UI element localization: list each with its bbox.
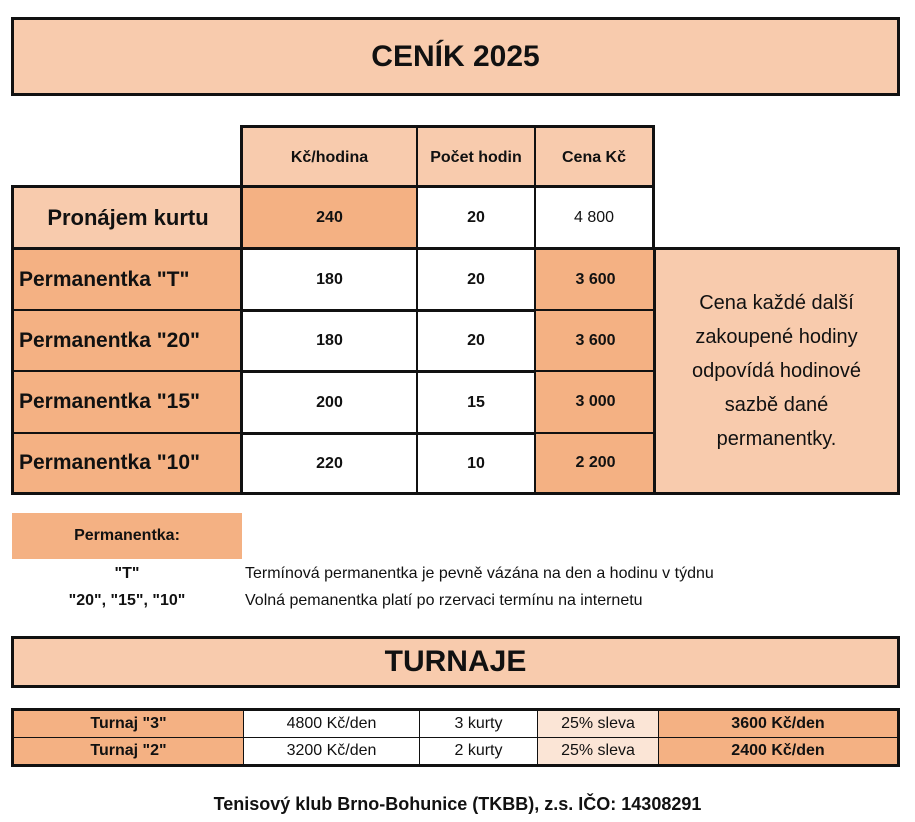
- price-table: [11, 125, 656, 495]
- rate-cell: [240, 370, 416, 432]
- legend-desc-t: [245, 563, 885, 585]
- tournament-base-text: 4800 Kč/den: [286, 715, 377, 732]
- price-value: 4 800: [573, 209, 615, 226]
- header-rate: [240, 125, 416, 187]
- tournament-final: [658, 737, 897, 764]
- row-label-permanentka-20: [11, 309, 242, 370]
- row-label-text: Permanentka "T": [19, 267, 190, 291]
- tournament-final-text: 2400 Kč/den: [731, 742, 825, 759]
- tournament-final: [658, 711, 897, 737]
- tournament-discount-text: 25% sleva: [561, 715, 635, 732]
- hours-value: 15: [467, 393, 485, 411]
- tournaments-table: [11, 708, 900, 767]
- footer: [0, 790, 915, 818]
- tournament-name: [14, 711, 243, 737]
- price-cell: [534, 247, 655, 309]
- row-label-rental: [11, 185, 242, 248]
- tournaments-title-text: TURNAJE: [384, 645, 527, 678]
- rate-value: 240: [316, 209, 343, 226]
- legend-key-text: "20", "15", "10": [68, 592, 186, 609]
- tournament-courts-text: 2 kurty: [454, 742, 503, 759]
- page-title: [11, 17, 900, 96]
- row-label-permanentka-t: [11, 247, 242, 309]
- price-value: 2 200: [575, 454, 616, 471]
- tournaments-title: [11, 636, 900, 688]
- hours-value: 20: [467, 209, 485, 226]
- price-note-text: Cena každé další zakoupené hodiny odpovídá hodinové sazbě dané permanentky.: [691, 292, 862, 450]
- rate-value: 200: [316, 393, 343, 411]
- row-label-text: Pronájem kurtu: [47, 205, 209, 230]
- legend-title-text: Permanentka:: [74, 527, 180, 544]
- header-hours-label: Počet hodin: [430, 148, 522, 166]
- row-label-permanentka-10: [11, 432, 242, 495]
- row-label-text: Permanentka "20": [19, 328, 201, 352]
- price-cell: [534, 309, 655, 370]
- tournament-discount: [537, 737, 658, 764]
- price-value: 3 600: [575, 270, 616, 288]
- tournament-base: [243, 711, 419, 737]
- tournament-discount-text: 25% sleva: [561, 742, 635, 759]
- legend-title: [12, 513, 242, 559]
- legend-desc-text: Volná pemanentka platí po rzervaci termínu na internetu: [245, 592, 643, 609]
- rate-value: 180: [316, 332, 343, 349]
- tournament-final-text: 3600 Kč/den: [731, 715, 825, 732]
- hours-cell: [416, 247, 534, 309]
- legend-key-t: [12, 563, 242, 585]
- hours-value: 20: [467, 332, 485, 349]
- header-price: [534, 125, 655, 187]
- price-note: [653, 247, 900, 495]
- rate-cell: [240, 309, 416, 370]
- tournament-discount: [537, 711, 658, 737]
- legend-key-text: "T": [114, 565, 140, 582]
- price-cell: [534, 370, 655, 432]
- hours-cell: [416, 185, 534, 248]
- tournament-name-text: Turnaj "2": [90, 742, 167, 759]
- page-title-text: CENÍK 2025: [371, 39, 540, 73]
- hours-cell: [416, 370, 534, 432]
- header-rate-label: Kč/hodina: [290, 148, 369, 166]
- legend-key-free: [12, 590, 242, 612]
- row-label-text: Permanentka "10": [19, 451, 201, 474]
- legend-desc-text: Termínová permanentka je pevně vázána na den a hodinu v týdnu: [245, 565, 714, 582]
- rate-cell: [240, 247, 416, 309]
- price-value: 3 600: [575, 331, 616, 349]
- row-label-text: Permanentka "15": [19, 390, 201, 413]
- header-hours: [416, 125, 534, 187]
- rate-value: 220: [316, 454, 343, 472]
- tournament-courts: [419, 711, 537, 737]
- rate-cell: [240, 185, 416, 248]
- tournament-base-text: 3200 Kč/den: [286, 742, 377, 759]
- hours-value: 20: [467, 270, 485, 288]
- tournament-base: [243, 737, 419, 764]
- tournament-courts: [419, 737, 537, 764]
- tournament-name: [14, 737, 243, 764]
- hours-value: 10: [467, 454, 485, 472]
- hours-cell: [416, 309, 534, 370]
- legend-desc-free: [245, 590, 885, 612]
- tournament-name-text: Turnaj "3": [90, 715, 167, 732]
- rate-cell: [240, 432, 416, 495]
- row-label-permanentka-15: [11, 370, 242, 432]
- price-cell: [534, 432, 655, 495]
- footer-text: Tenisový klub Brno-Bohunice (TKBB), z.s. IČO: 14308291: [213, 793, 702, 814]
- price-value: 3 000: [575, 393, 616, 410]
- header-price-label: Cena Kč: [561, 148, 627, 166]
- price-cell: [534, 185, 655, 248]
- rate-value: 180: [316, 270, 343, 288]
- hours-cell: [416, 432, 534, 495]
- tournament-courts-text: 3 kurty: [454, 715, 503, 732]
